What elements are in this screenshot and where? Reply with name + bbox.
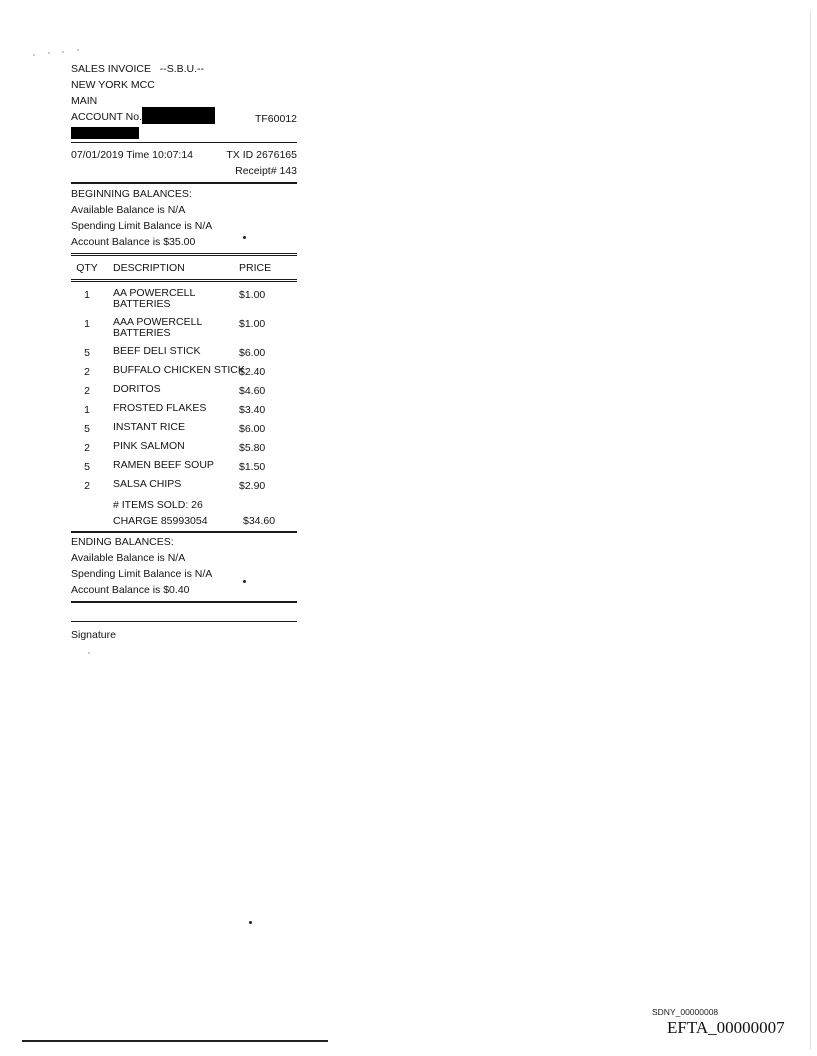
item-description: BEEF DELI STICK — [113, 345, 201, 357]
stray-dot — [243, 236, 246, 239]
scan-edge-line — [22, 1040, 328, 1042]
line-item — [71, 403, 297, 422]
line-item — [71, 317, 297, 346]
invoice-title-row — [71, 62, 297, 78]
scan-speck — [33, 54, 35, 56]
items-sold: # ITEMS SOLD: 26 — [113, 499, 203, 511]
transaction-datetime: 07/01/2019 Time 10:07:14 — [71, 149, 194, 161]
item-qty: 2 — [84, 442, 90, 454]
account-row — [71, 110, 297, 126]
bates-number-sdny: SDNY_00000008 — [652, 1007, 719, 1017]
ending-account: Account Balance is $0.40 — [71, 584, 190, 596]
item-description: AAA POWERCELL BATTERIES — [113, 316, 203, 339]
ending-available: Available Balance is N/A — [71, 552, 186, 564]
invoice-title: SALES INVOICE — [71, 63, 151, 75]
signature-line — [71, 621, 297, 622]
divider — [71, 531, 297, 533]
line-item — [71, 460, 297, 479]
item-price: $5.80 — [239, 442, 266, 454]
item-description: AA POWERCELL BATTERIES — [113, 287, 196, 310]
item-qty: 2 — [84, 480, 90, 492]
item-price: $2.40 — [239, 366, 266, 378]
account-label: ACCOUNT No. — [71, 111, 142, 123]
scan-speck — [77, 49, 79, 51]
divider — [71, 142, 297, 143]
stray-dot — [243, 580, 246, 583]
receipt-number: Receipt# 143 — [235, 165, 297, 177]
description-header: DESCRIPTION — [113, 262, 185, 274]
item-description: INSTANT RICE — [113, 421, 185, 433]
divider — [71, 279, 297, 282]
beginning-account: Account Balance is $35.00 — [71, 236, 196, 248]
item-price: $1.00 — [239, 318, 266, 330]
item-price: $6.00 — [239, 423, 266, 435]
transaction-id: TX ID 2676165 — [226, 149, 297, 161]
item-qty: 1 — [84, 289, 90, 301]
charge-total: $34.60 — [243, 515, 276, 527]
item-description: FROSTED FLAKES — [113, 402, 207, 414]
redacted-name-row — [71, 126, 297, 138]
item-description: RAMEN BEEF SOUP — [113, 459, 214, 471]
line-item — [71, 288, 297, 317]
datetime-row — [71, 148, 297, 164]
scan-speck — [48, 52, 50, 54]
unit-code: --S.B.U.-- — [159, 63, 205, 75]
divider — [71, 601, 297, 603]
ending-heading: ENDING BALANCES: — [71, 536, 174, 548]
redaction-box — [71, 127, 139, 139]
receipt — [71, 62, 297, 644]
column-header-row — [71, 261, 297, 277]
item-description: BUFFALO CHICKEN STICK — [113, 364, 245, 376]
item-qty: 5 — [84, 461, 90, 473]
item-qty: 2 — [84, 385, 90, 397]
item-description: SALSA CHIPS — [113, 478, 182, 490]
item-qty: 1 — [84, 318, 90, 330]
ending-spending: Spending Limit Balance is N/A — [71, 568, 213, 580]
item-price: $1.50 — [239, 461, 266, 473]
beginning-spending: Spending Limit Balance is N/A — [71, 220, 213, 232]
item-qty: 2 — [84, 366, 90, 378]
line-item — [71, 346, 297, 365]
item-price: $1.00 — [239, 289, 266, 301]
redaction-box — [142, 107, 215, 124]
scan-speck — [88, 652, 90, 654]
stray-dot — [249, 921, 252, 924]
qty-header: QTY — [76, 262, 98, 274]
terminal-id: TF60012 — [254, 113, 297, 125]
item-description: DORITOS — [113, 383, 161, 395]
item-qty: 5 — [84, 347, 90, 359]
page-edge-line — [810, 10, 811, 1050]
item-description: PINK SALMON — [113, 440, 185, 452]
line-item — [71, 479, 297, 498]
item-qty: 5 — [84, 423, 90, 435]
bates-number-efta: EFTA_00000007 — [667, 1018, 785, 1037]
signature-label: Signature — [71, 629, 116, 641]
divider — [71, 182, 297, 184]
line-item — [71, 365, 297, 384]
price-header: PRICE — [239, 262, 272, 274]
scan-speck — [62, 51, 64, 53]
items-sold-row — [71, 498, 297, 514]
item-price: $4.60 — [239, 385, 266, 397]
line-item — [71, 422, 297, 441]
charge-row — [71, 514, 297, 530]
line-item — [71, 384, 297, 403]
line-item — [71, 441, 297, 460]
item-price: $6.00 — [239, 347, 266, 359]
facility: NEW YORK MCC — [71, 79, 155, 91]
divider — [71, 253, 297, 256]
item-price: $2.90 — [239, 480, 266, 492]
receipt-row — [71, 164, 297, 180]
location: MAIN — [71, 95, 98, 107]
item-price: $3.40 — [239, 404, 266, 416]
item-qty: 1 — [84, 404, 90, 416]
charge-number: CHARGE 85993054 — [113, 515, 208, 527]
beginning-available: Available Balance is N/A — [71, 204, 186, 216]
beginning-heading: BEGINNING BALANCES: — [71, 188, 192, 200]
